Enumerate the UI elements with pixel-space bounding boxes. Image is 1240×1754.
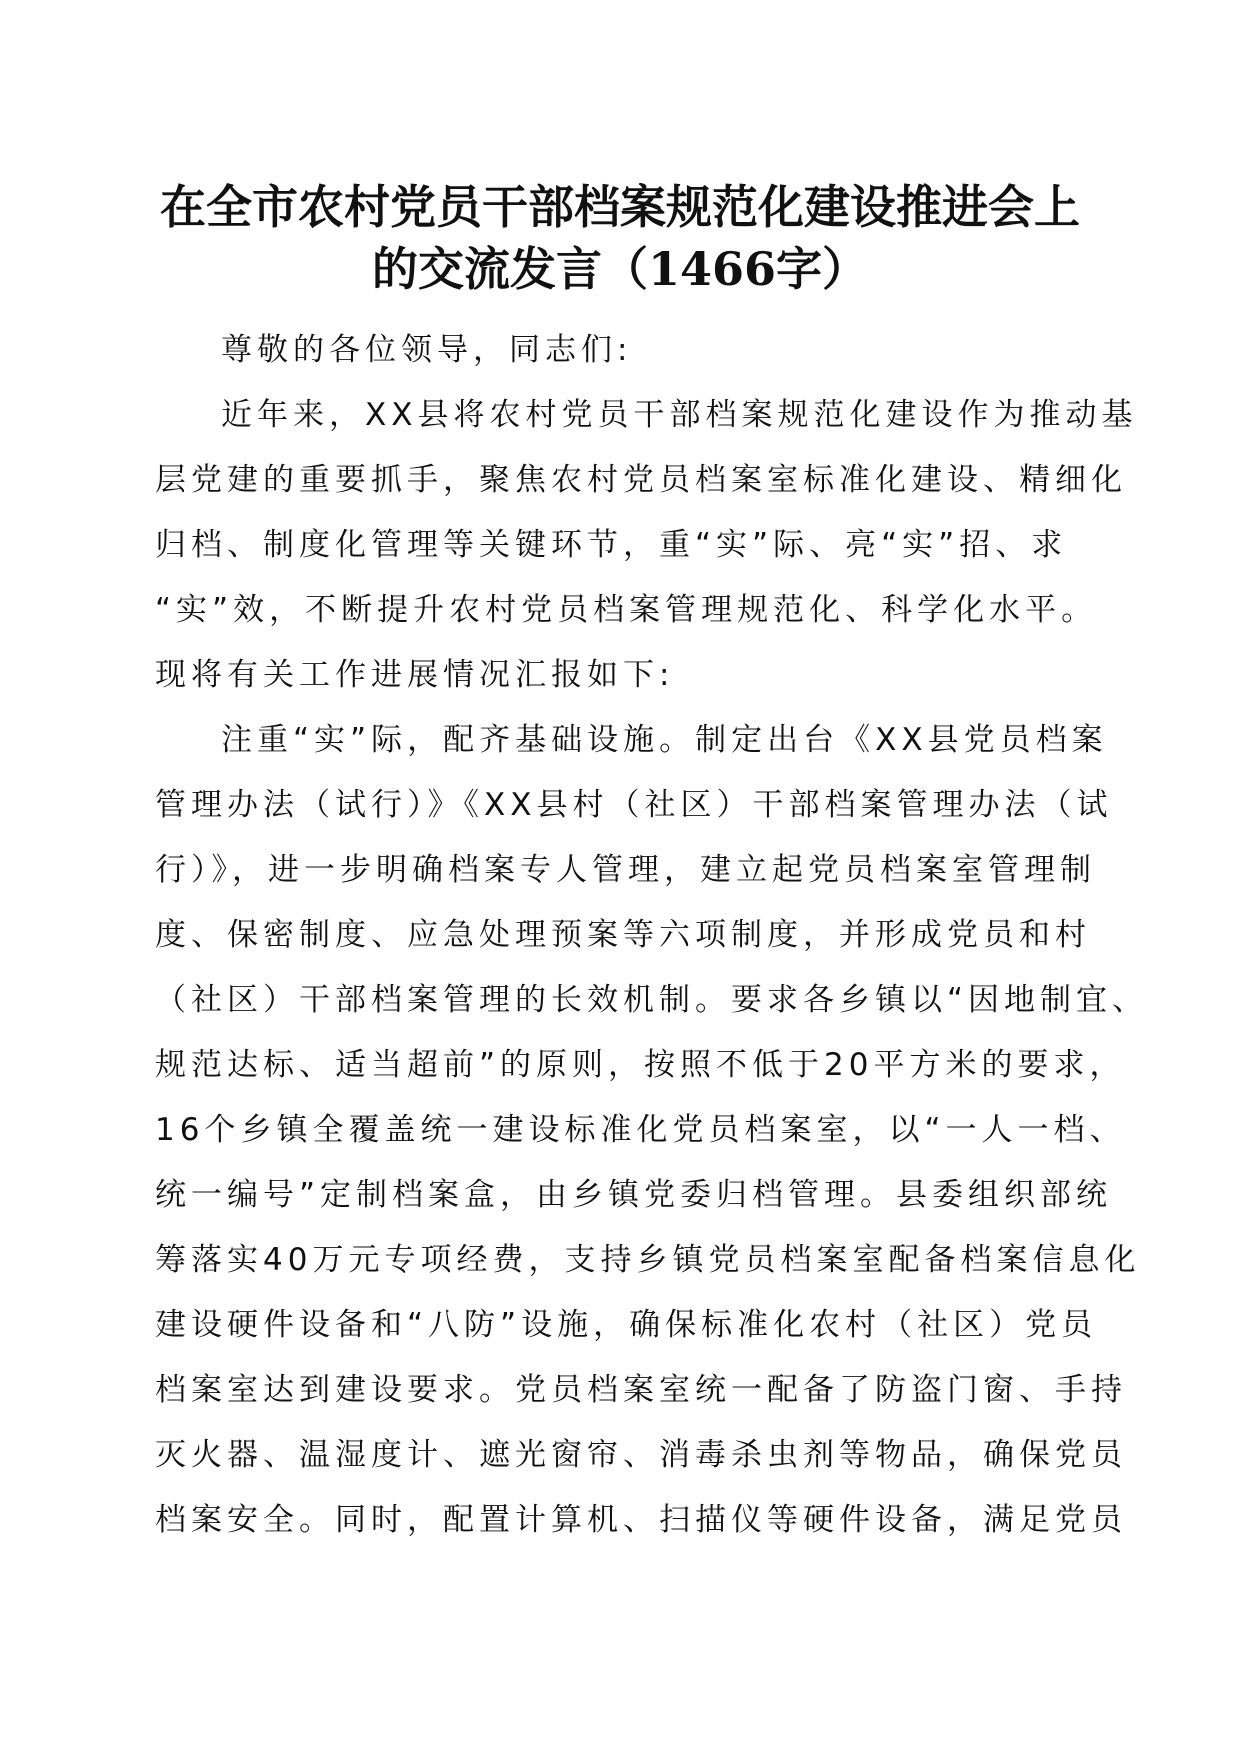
body-line-8: 管理办法（试行）》《XX县村（社区）干部档案管理办法（试 [155, 787, 1113, 823]
body-line-17: 档案室达到建设要求。党员档案室统一配备了防盗门窗、手持 [155, 1372, 1127, 1408]
body-line-18: 灭火器、温湿度计、遮光窗帘、消毒杀虫剂等物品，确保党员 [155, 1437, 1127, 1473]
body-line-7: 注重“实”际，配齐基础设施。制定出台《XX县党员档案 [221, 722, 1108, 758]
body-line-12: 规范达标、适当超前”的原则，按照不低于20平方米的要求， [155, 1047, 1126, 1083]
body-line-13: 16个乡镇全覆盖统一建设标准化党员档案室，以“一人一档、 [155, 1112, 1126, 1148]
body-line-5: “实”效，不断提升农村党员档案管理规范化、科学化水平。 [155, 592, 1098, 628]
title-line-1: 在全市农村党员干部档案规范化建设推进会上 [160, 180, 1080, 234]
body-line-2: 近年来，XX县将农村党员干部档案规范化建设作为推动基 [221, 397, 1138, 433]
body-line-15: 筹落实40万元专项经费，支持乡镇党员档案室配备档案信息化 [155, 1242, 1141, 1278]
body-line-1: 尊敬的各位领导，同志们: [221, 332, 633, 368]
body-line-9: 行）》，进一步明确档案专人管理，建立起党员档案室管理制 [155, 852, 1096, 888]
body-line-11: （社区）干部档案管理的长效机制。要求各乡镇以“因地制宜、 [155, 982, 1149, 1018]
body-line-6: 现将有关工作进展情况汇报如下: [155, 657, 675, 693]
document-title [150, 176, 1090, 300]
title-line-2: 的交流发言（1466字） [371, 242, 869, 296]
body-line-10: 度、保密制度、应急处理预案等六项制度，并形成党员和村 [155, 917, 1091, 953]
body-line-4: 归档、制度化管理等关键环节，重“实”际、亮“实”招、求 [155, 527, 1068, 563]
document-body [155, 318, 1149, 1553]
body-line-19: 档案安全。同时，配置计算机、扫描仪等硬件设备，满足党员 [155, 1502, 1127, 1538]
body-line-3: 层党建的重要抓手，聚焦农村党员档案室标准化建设、精细化 [155, 462, 1127, 498]
body-line-14: 统一编号”定制档案盒，由乡镇党委归档管理。县委组织部统 [155, 1177, 1113, 1213]
body-line-16: 建设硬件设备和“八防”设施，确保标准化农村（社区）党员 [155, 1307, 1098, 1343]
